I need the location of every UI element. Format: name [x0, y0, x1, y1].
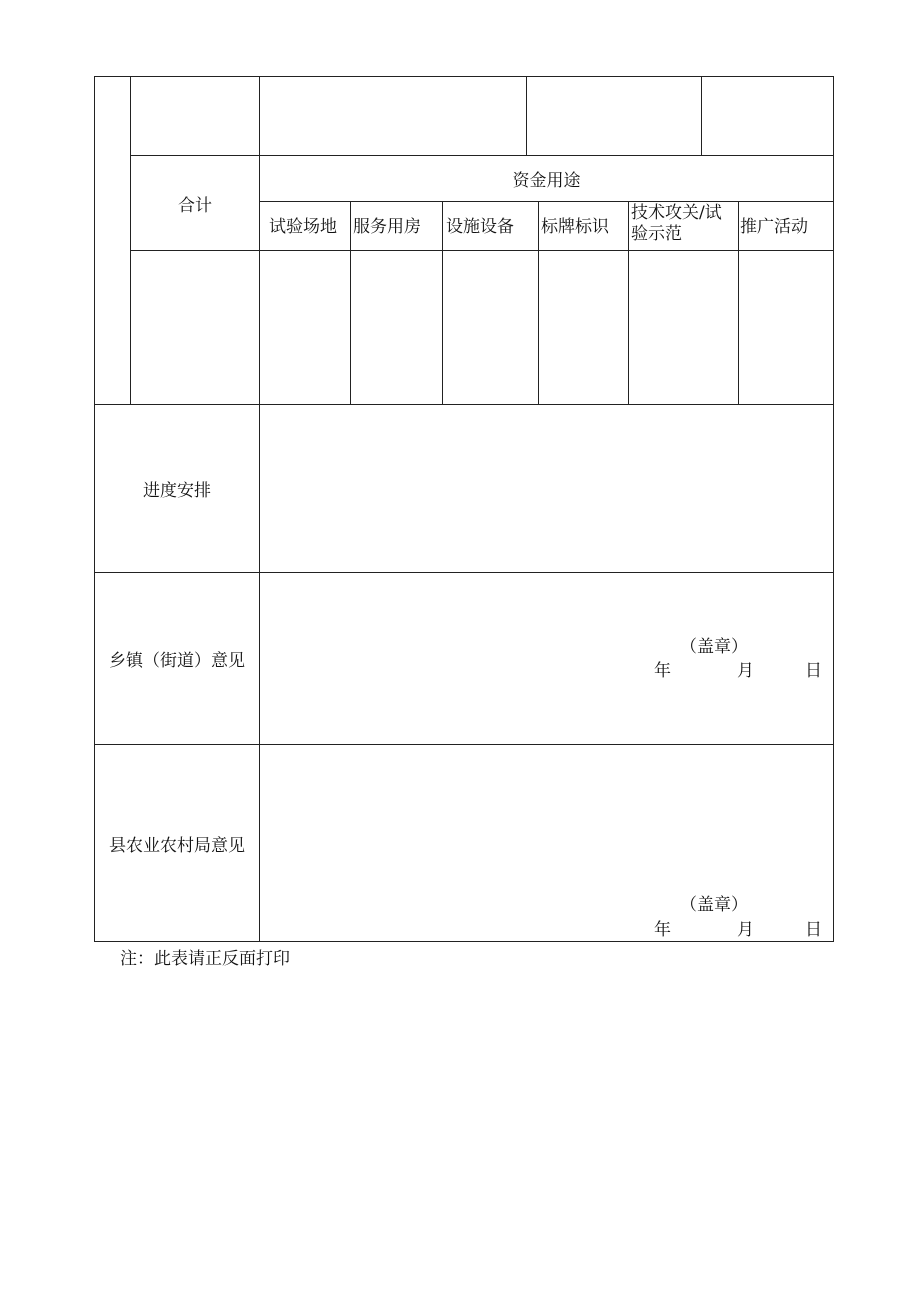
township-opinion-label: 乡镇（街道）意见	[109, 651, 245, 671]
fund-usage-column-header	[538, 201, 629, 251]
fund-usage-value-cell	[259, 250, 351, 405]
day-label: 日	[805, 920, 822, 940]
top-row-cell	[526, 76, 702, 156]
fund-usage-header-cell	[259, 155, 834, 202]
total-value-cell	[130, 250, 260, 405]
county-opinion-label-cell	[94, 744, 260, 942]
township-opinion-content-cell	[259, 572, 834, 745]
total-label: 合计	[178, 195, 212, 216]
year-label: 年	[654, 920, 671, 940]
fund-usage-column-label: 技术攻关/试验示范	[631, 203, 722, 244]
fund-usage-column-header	[628, 201, 739, 251]
fund-usage-column-label: 设施设备	[446, 217, 514, 237]
fund-usage-value-cell	[442, 250, 539, 405]
outer-left-column-cell	[94, 76, 131, 405]
schedule-label: 进度安排	[143, 481, 211, 501]
month-label: 月	[737, 661, 754, 681]
fund-usage-column-label: 服务用房	[353, 217, 421, 237]
fund-usage-column-label: 试验场地	[269, 217, 337, 237]
stamp-label: （盖章）	[680, 895, 748, 915]
top-row-cell	[701, 76, 834, 156]
fund-usage-column-header	[738, 201, 834, 251]
fund-usage-value-cell	[350, 250, 443, 405]
fund-usage-value-cell	[628, 250, 739, 405]
fund-usage-column-header	[442, 201, 539, 251]
township-opinion-label-cell	[94, 572, 260, 745]
year-label: 年	[654, 661, 671, 681]
stamp-label: （盖章）	[680, 637, 748, 657]
county-opinion-label: 县农业农村局意见	[109, 835, 245, 856]
schedule-label-cell	[94, 404, 260, 573]
fund-usage-column-label: 推广活动	[740, 217, 808, 237]
schedule-content-cell	[259, 404, 834, 573]
day-label: 日	[805, 661, 822, 681]
fund-usage-value-cell	[738, 250, 834, 405]
inner-left-column-cell	[130, 76, 260, 156]
county-opinion-content-cell	[259, 744, 834, 942]
top-row-cell	[259, 76, 527, 156]
fund-usage-value-cell	[538, 250, 629, 405]
month-label: 月	[737, 920, 754, 940]
footnote: 注：此表请正反面打印	[120, 949, 290, 969]
fund-usage-column-header	[350, 201, 443, 251]
total-label-cell	[130, 155, 260, 251]
fund-usage-column-header	[259, 201, 351, 251]
fund-usage-column-label: 标牌标识	[541, 217, 609, 237]
fund-usage-header: 资金用途	[512, 171, 581, 191]
